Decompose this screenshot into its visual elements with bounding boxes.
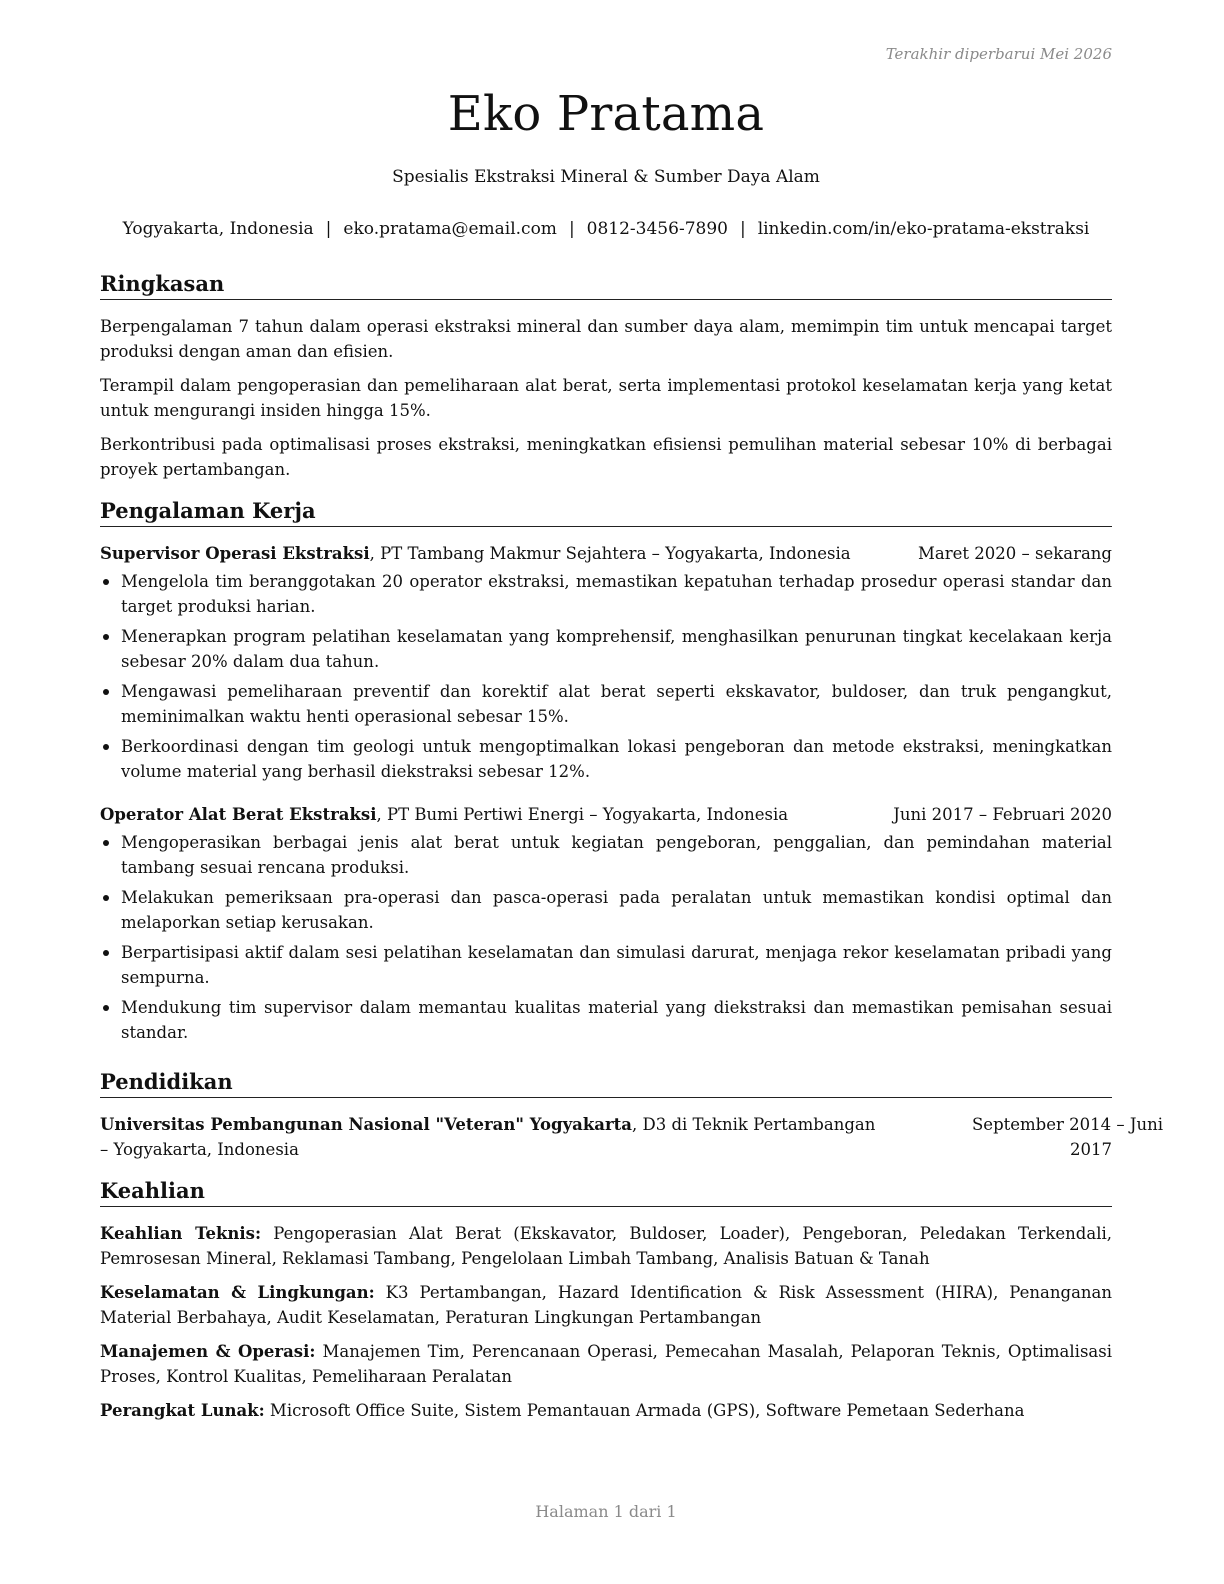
job-period: Maret 2020 – sekarang [918, 544, 1112, 563]
bullet-dot-icon [103, 634, 109, 640]
job-entry [100, 541, 1112, 784]
last-updated-note: Terakhir diperbarui Mei 2026 [885, 45, 1112, 63]
education-section [100, 1069, 1164, 1162]
education-details [100, 1112, 972, 1162]
contact-phone: 0812-3456-7890 [586, 219, 728, 239]
skill-group [100, 1398, 1112, 1423]
skills-section [100, 1178, 1112, 1423]
job-role: Operator Alat Berat Ekstraksi [100, 805, 377, 824]
skill-group-label: Manajemen & Operasi: [100, 1342, 316, 1361]
education-entry [100, 1112, 1164, 1162]
education-period: September 2014 – Juni 2017 [972, 1115, 1164, 1159]
bullet-dot-icon [103, 744, 109, 750]
experience-section [100, 498, 1112, 1050]
job-bullet: Berkoordinasi dengan tim geologi untuk mengoptimalkan lokasi pengeboran dan metode ekstraksi, meningkatkan volume material yang berhasil diekstraksi sebesar 12%. [100, 734, 1112, 784]
section-title-summary: Ringkasan [100, 271, 1112, 300]
summary-section [100, 271, 1112, 482]
section-title-skills: Keahlian [100, 1178, 1112, 1207]
job-bullet: Melakukan pemeriksaan pra-operasi dan pasca-operasi pada peralatan untuk memastikan kondisi optimal dan melaporkan setiap kerusakan. [100, 885, 1112, 935]
job-header [100, 541, 1112, 566]
summary-paragraph: Berpengalaman 7 tahun dalam operasi ekstraksi mineral dan sumber daya alam, memimpin tim untuk mencapai target produksi dengan aman dan efisien. [100, 317, 1112, 361]
skill-group-label: Keahlian Teknis: [100, 1224, 262, 1243]
contact-separator: | [739, 219, 746, 239]
summary-paragraph: Terampil dalam pengoperasian dan pemeliharaan alat berat, serta implementasi protokol keselamatan kerja yang ketat untuk mengurangi insiden hingga 15%. [100, 376, 1112, 420]
skill-group-items: Microsoft Office Suite, Sistem Pemantauan Armada (GPS), Software Pemetaan Sederhana [264, 1401, 1025, 1420]
skill-group-items: Manajemen Tim, Perencanaan Operasi, Pemecahan Masalah, Pelaporan Teknis, Optimalisasi Proses, Kontrol Kualitas, Pemeliharaan Peralatan [100, 1342, 1112, 1386]
candidate-headline: Spesialis Ekstraksi Mineral & Sumber Daya Alam [392, 167, 820, 187]
skill-group [100, 1280, 1112, 1330]
resume-page [100, 0, 1164, 1584]
summary-paragraph: Berkontribusi pada optimalisasi proses ekstraksi, meningkatkan efisiensi pemulihan material sebesar 10% di berbagai proyek pertambangan. [100, 435, 1112, 479]
skill-group-label: Perangkat Lunak: [100, 1401, 265, 1420]
job-entry [100, 802, 1112, 1045]
education-degree: , D3 di Teknik Pertambangan [632, 1115, 876, 1134]
skill-group-items: K3 Pertambangan, Hazard Identification & Risk Assessment (HIRA), Penanganan Material Berbahaya, Audit Keselamatan, Peraturan Lingkungan Pertambangan [100, 1283, 1113, 1327]
section-title-education: Pendidikan [100, 1069, 1112, 1098]
job-period: Juni 2017 – Februari 2020 [893, 805, 1112, 824]
candidate-name: Eko Pratama [447, 86, 765, 142]
bullet-dot-icon [103, 895, 109, 901]
job-bullet: Mengelola tim beranggotakan 20 operator ekstraksi, memastikan kepatuhan terhadap prosedur operasi standar dan target produksi harian. [100, 569, 1112, 619]
job-bullets [100, 569, 1112, 784]
skill-group-label: Keselamatan & Lingkungan: [100, 1283, 375, 1302]
skill-group [100, 1339, 1112, 1389]
section-title-experience: Pengalaman Kerja [100, 498, 1112, 527]
bullet-dot-icon [103, 689, 109, 695]
job-bullet: Berpartisipasi aktif dalam sesi pelatihan keselamatan dan simulasi darurat, menjaga rekor keselamatan pribadi yang sempurna. [100, 940, 1112, 990]
bullet-dot-icon [103, 1005, 109, 1011]
bullet-dot-icon [103, 840, 109, 846]
job-bullet: Mendukung tim supervisor dalam memantau kualitas material yang diekstraksi dan memastikan pemisahan sesuai standar. [100, 995, 1112, 1045]
education-location: – Yogyakarta, Indonesia [100, 1140, 299, 1159]
skill-group [100, 1221, 1112, 1271]
bullet-dot-icon [103, 579, 109, 585]
job-company: , PT Tambang Makmur Sejahtera – Yogyakarta, Indonesia [369, 544, 851, 563]
contact-linkedin[interactable]: linkedin.com/in/eko-pratama-ekstraksi [757, 219, 1090, 239]
bullet-dot-icon [103, 950, 109, 956]
skill-group-items: Pengoperasian Alat Berat (Ekskavator, Buldoser, Loader), Pengeboran, Peledakan Terkendali, Pemrosesan Mineral, Reklamasi Tambang, Pengelolaan Limbah Tambang, Analisis Batuan & Tanah [100, 1224, 1113, 1268]
contact-location: Yogyakarta, Indonesia [122, 219, 314, 239]
page-number: Halaman 1 dari 1 [535, 1502, 677, 1521]
job-company: , PT Bumi Pertiwi Energi – Yogyakarta, Indonesia [376, 805, 789, 824]
job-role: Supervisor Operasi Ekstraksi [100, 544, 370, 563]
contact-separator: | [568, 219, 575, 239]
job-bullet: Mengawasi pemeliharaan preventif dan korektif alat berat seperti ekskavator, buldoser, dan truk pengangkut, meminimalkan waktu henti operasional sebesar 15%. [100, 679, 1112, 729]
contact-email[interactable]: eko.pratama@email.com [343, 219, 557, 239]
job-bullets [100, 830, 1112, 1045]
education-school: Universitas Pembangunan Nasional "Veteran" Yogyakarta [100, 1115, 632, 1134]
contact-separator: | [325, 219, 332, 239]
job-bullet: Mengoperasikan berbagai jenis alat berat untuk kegiatan pengeboran, penggalian, dan pemindahan material tambang sesuai rencana produksi. [100, 830, 1112, 880]
contact-line [100, 219, 1112, 239]
job-bullet: Menerapkan program pelatihan keselamatan yang komprehensif, menghasilkan penurunan tingkat kecelakaan kerja sebesar 20% dalam dua tahun. [100, 624, 1112, 674]
job-header [100, 802, 1112, 827]
